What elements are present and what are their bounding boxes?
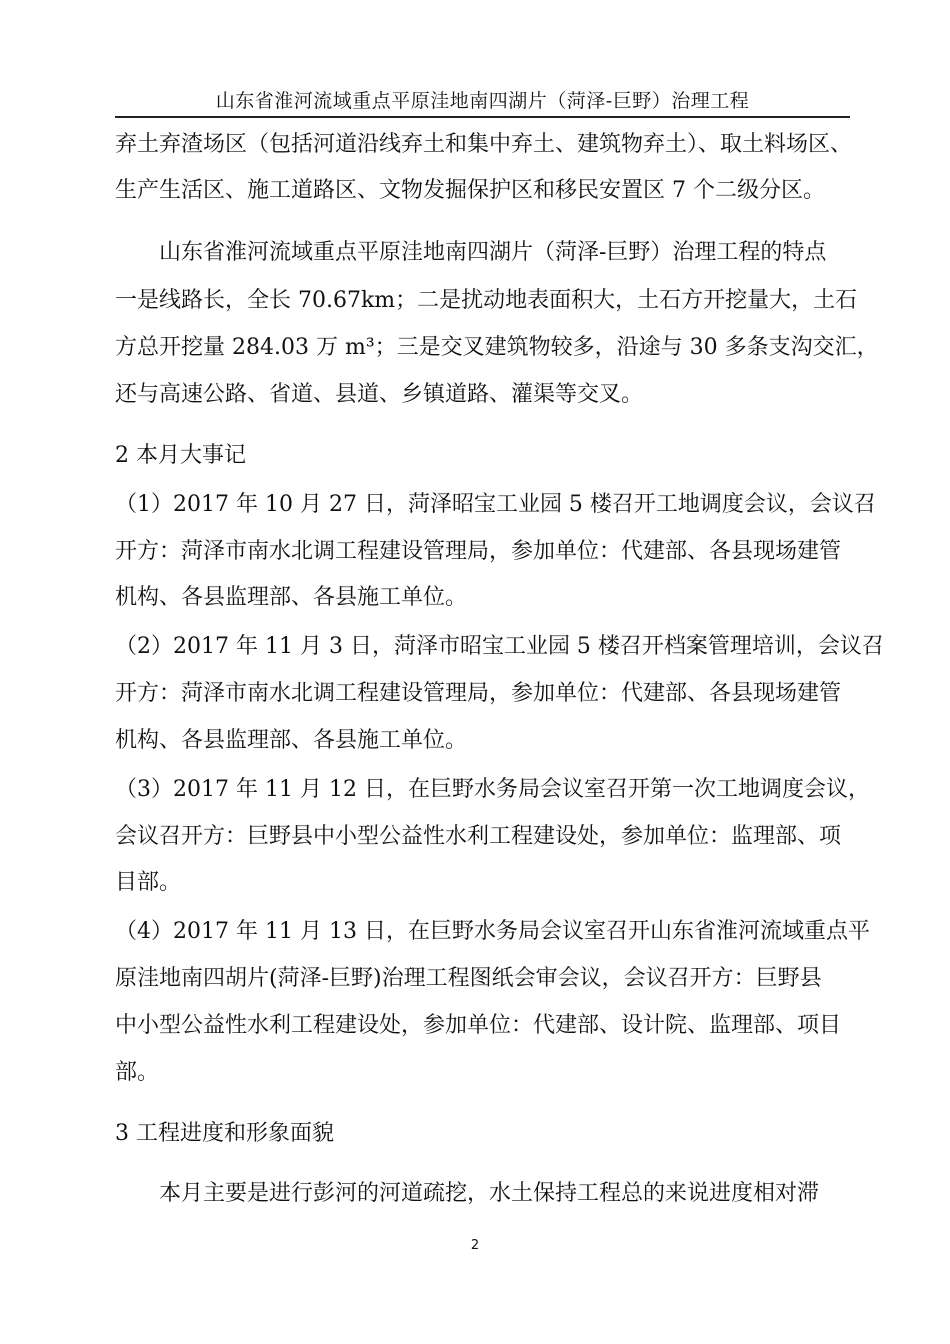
text-line: 会议召开方：巨野县中小型公益性水利工程建设处，参加单位：监理部、项 [115, 824, 842, 849]
text-line: 部。 [115, 1060, 160, 1085]
text-line: 生产生活区、施工道路区、文物发掘保护区和移民安置区 7 个二级分区。 [115, 178, 825, 203]
text-line: 山东省淮河流域重点平原洼地南四湖片（菏泽-巨野）治理工程的特点 [115, 240, 827, 265]
header-rule [115, 116, 850, 118]
section-heading: 2 本月大事记 [115, 443, 246, 468]
text-line: 一是线路长，全长 70.67km；二是扰动地表面积大，土石方开挖量大，土石 [115, 288, 858, 313]
text-line: 机构、各县监理部、各县施工单位。 [115, 585, 468, 610]
page-number: 2 [470, 1238, 480, 1253]
text-line: 还与高速公路、省道、县道、乡镇道路、灌渠等交叉。 [115, 382, 644, 407]
text-line: （3）2017 年 11 月 12 日，在巨野水务局会议室召开第一次工地调度会议， [115, 777, 870, 802]
text-line: 方总开挖量 284.03 万 m³；三是交叉建筑物较多，沿途与 30 多条支沟交汇， [115, 335, 879, 360]
text-line: 原洼地南四胡片(菏泽-巨野)治理工程图纸会审会议，会议召开方：巨野县 [115, 966, 822, 991]
text-line: 开方：菏泽市南水北调工程建设管理局，参加单位：代建部、各县现场建管 [115, 681, 842, 706]
text-line: 开方：菏泽市南水北调工程建设管理局，参加单位：代建部、各县现场建管 [115, 539, 842, 564]
section-heading: 3 工程进度和形象面貌 [115, 1121, 334, 1146]
text-line: 弃土弃渣场区（包括河道沿线弃土和集中弃土、建筑物弃土）、取土料场区、 [115, 132, 853, 157]
text-line: （4）2017 年 11 月 13 日，在巨野水务局会议室召开山东省淮河流域重点平 [115, 919, 870, 944]
running-header: 山东省淮河流域重点平原洼地南四湖片（菏泽-巨野）治理工程 [215, 90, 750, 112]
text-line: 目部。 [115, 870, 182, 895]
text-line: 中小型公益性水利工程建设处，参加单位：代建部、设计院、监理部、项目 [115, 1013, 842, 1038]
text-line: （2）2017 年 11 月 3 日，菏泽市昭宝工业园 5 楼召开档案管理培训，会议召 [115, 634, 884, 659]
text-line: 本月主要是进行彭河的河道疏挖，水土保持工程总的来说进度相对滞 [115, 1181, 820, 1206]
text-line: 机构、各县监理部、各县施工单位。 [115, 728, 468, 753]
text-line: （1）2017 年 10 月 27 日，菏泽昭宝工业园 5 楼召开工地调度会议，会议召 [115, 492, 876, 517]
